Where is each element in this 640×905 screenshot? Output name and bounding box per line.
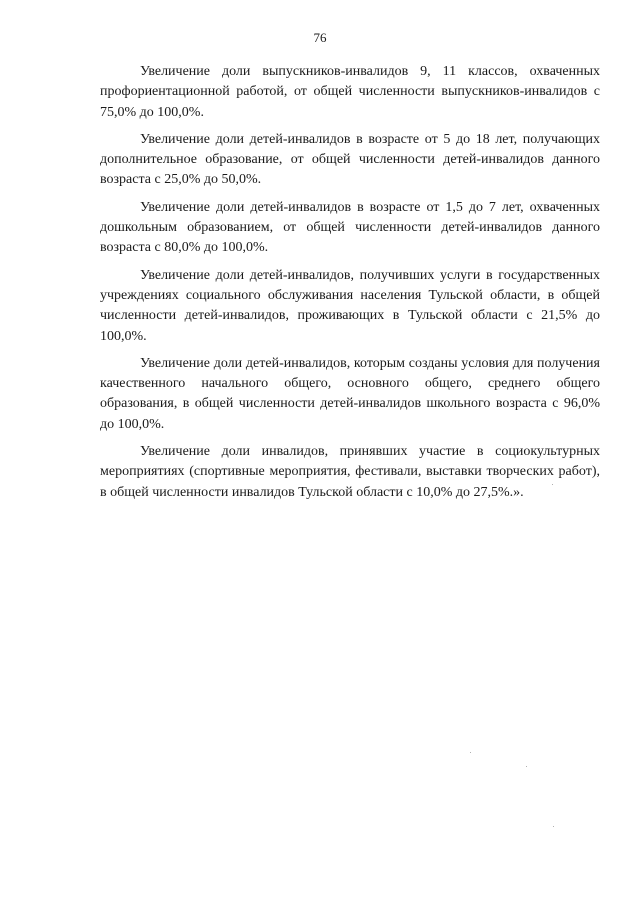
paragraph-additional-education: Увеличение доли детей-инвалидов в возрасте от 5 до 18 лет, получающих дополнительное образование, от общей численности детей-инвалидов данного возраста с 25,0% до 50,0%. [100, 131, 600, 188]
page-body [100, 62, 600, 510]
paragraph-preschool-education: Увеличение доли детей-инвалидов в возрасте от 1,5 до 7 лет, охваченных дошкольным образованием, от общей численности детей-инвалидов данного возраста с 80,0% до 100,0%. [100, 199, 600, 256]
scan-speck [470, 752, 471, 753]
paragraph-school-conditions: Увеличение доли детей-инвалидов, которым созданы условия для получения качественного начального общего, основного общего, среднего общего образования, в общей численности детей-инвалидов школьного возраста с 96,0% до 100,0%. [100, 355, 600, 432]
paragraph-graduates-career-guidance: Увеличение доли выпускников-инвалидов 9, 11 классов, охваченных профориентационной работой, от общей численности выпускников-инвалидов с 75,0% до 100,0%. [100, 64, 600, 120]
page-number: 76 [313, 30, 327, 45]
scan-speck [552, 484, 553, 485]
paragraph-sociocultural-events: Увеличение доли инвалидов, принявших участие в социокультурных мероприятиях (спортивные мероприятия, фестивали, выставки творческих работ), в общей численности инвалидов Тульской области с 10,0% до 27,5%.». [100, 444, 600, 500]
paragraph-social-services: Увеличение доли детей-инвалидов, получивших услуги в государственных учреждениях социального обслуживания населения Тульской области, в общей численности детей-инвалидов, проживающих в Тульской области с 21,5% до 100,0%. [100, 267, 600, 344]
scan-speck [526, 766, 527, 767]
scan-speck [553, 826, 554, 827]
